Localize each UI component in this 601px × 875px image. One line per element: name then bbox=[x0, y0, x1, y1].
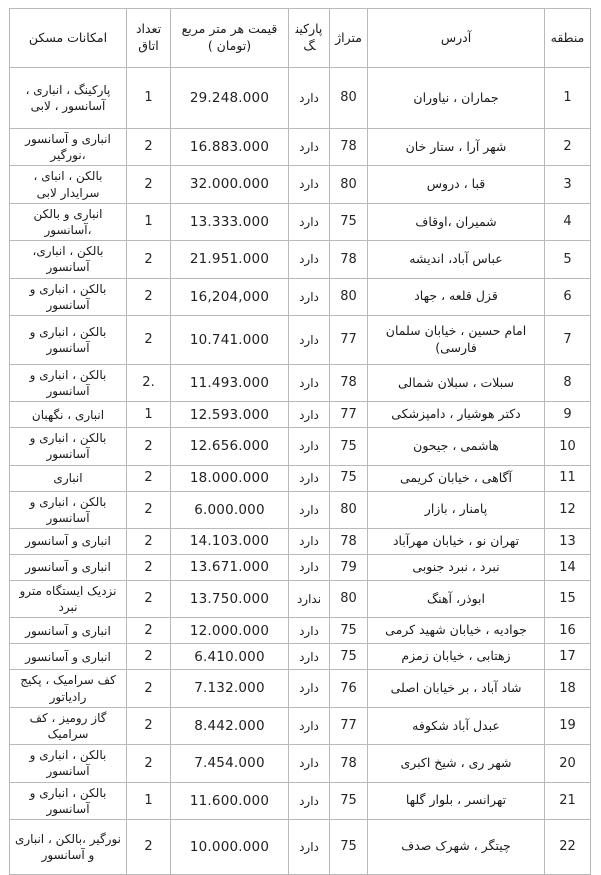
cell-area: 78 bbox=[330, 745, 368, 782]
cell-area: 75 bbox=[330, 782, 368, 819]
column-header-price-line1: قیمت هر متر مربع bbox=[181, 21, 278, 37]
column-header-rooms-line2: اتاق bbox=[138, 38, 159, 53]
cell-area: 75 bbox=[330, 428, 368, 465]
cell-area: 75 bbox=[330, 819, 368, 874]
cell-area: 76 bbox=[330, 670, 368, 707]
cell-zone: 18 bbox=[545, 670, 591, 707]
cell-address: دکتر هوشیار ، دامپزشکی bbox=[368, 402, 545, 428]
cell-address: عباس آباد، اندیشه bbox=[368, 241, 545, 278]
cell-amenities: انباری و آسانسور bbox=[10, 529, 127, 555]
cell-amenities: نزدیک ایستگاه مترو نبرد bbox=[10, 581, 127, 618]
cell-zone: 21 bbox=[545, 782, 591, 819]
table-row bbox=[10, 68, 591, 129]
cell-zone: 2 bbox=[545, 129, 591, 166]
cell-rooms: 1 bbox=[127, 68, 171, 129]
cell-address: قبا ، دروس bbox=[368, 166, 545, 203]
cell-amenities: بالکن ، انباری و آسانسور bbox=[10, 428, 127, 465]
cell-amenities: انباری و بالکن ،آسانسور bbox=[10, 203, 127, 240]
table-row bbox=[10, 315, 591, 364]
cell-amenities: انباری و آسانسور bbox=[10, 618, 127, 644]
header-row bbox=[10, 9, 591, 68]
cell-address: تهران نو ، خیابان مهرآباد bbox=[368, 529, 545, 555]
cell-area: 80 bbox=[330, 581, 368, 618]
cell-rooms: 2 bbox=[127, 529, 171, 555]
table-row bbox=[10, 402, 591, 428]
column-header-area: متراژ bbox=[330, 9, 368, 68]
cell-parking: دارد bbox=[289, 68, 330, 129]
housing-price-table bbox=[9, 8, 591, 875]
cell-rooms: 2 bbox=[127, 491, 171, 528]
cell-address: نبرد ، نبرد جنوبی bbox=[368, 555, 545, 581]
cell-amenities: انباری و آسانسور bbox=[10, 555, 127, 581]
cell-rooms: 2 bbox=[127, 745, 171, 782]
column-header-rooms bbox=[127, 9, 171, 68]
cell-rooms: 2 bbox=[127, 581, 171, 618]
cell-amenities: بالکن ، انباری و آسانسور bbox=[10, 315, 127, 364]
cell-zone: 20 bbox=[545, 745, 591, 782]
table-row bbox=[10, 782, 591, 819]
cell-zone: 13 bbox=[545, 529, 591, 555]
cell-parking: دارد bbox=[289, 782, 330, 819]
column-header-price-line2: (تومان ) bbox=[207, 38, 252, 53]
table-row bbox=[10, 491, 591, 528]
cell-address: آگاهی ، خیابان کریمی bbox=[368, 465, 545, 491]
cell-amenities: انباری و آسانسور ،نورگیر bbox=[10, 129, 127, 166]
cell-address: شمیران ،اوقاف bbox=[368, 203, 545, 240]
cell-area: 78 bbox=[330, 529, 368, 555]
cell-zone: 12 bbox=[545, 491, 591, 528]
table-row bbox=[10, 581, 591, 618]
cell-zone: 19 bbox=[545, 707, 591, 744]
cell-rooms: 2 bbox=[127, 278, 171, 315]
cell-area: 77 bbox=[330, 315, 368, 364]
cell-parking: دارد bbox=[289, 644, 330, 670]
cell-address: عبدل آباد شکوفه bbox=[368, 707, 545, 744]
cell-price: 16.883.000 bbox=[171, 129, 289, 166]
cell-parking: دارد bbox=[289, 618, 330, 644]
cell-address: تهرانسر ، بلوار گلها bbox=[368, 782, 545, 819]
cell-zone: 14 bbox=[545, 555, 591, 581]
cell-zone: 16 bbox=[545, 618, 591, 644]
cell-area: 75 bbox=[330, 203, 368, 240]
cell-parking: دارد bbox=[289, 819, 330, 874]
column-header-amenities: امکانات مسکن bbox=[10, 9, 127, 68]
cell-rooms: 2 bbox=[127, 670, 171, 707]
cell-price: 12.593.000 bbox=[171, 402, 289, 428]
column-header-parking: پارکینگ bbox=[289, 9, 330, 68]
cell-rooms: 2 bbox=[127, 166, 171, 203]
cell-amenities: بالکن ، انبای ، سرایدار لابی bbox=[10, 166, 127, 203]
cell-price: 13.671.000 bbox=[171, 555, 289, 581]
cell-address: سبلات ، سبلان شمالی bbox=[368, 364, 545, 401]
cell-amenities: گاز رومیز ، کف سرامیک bbox=[10, 707, 127, 744]
cell-address: شاد آباد ، بر خیابان اصلی bbox=[368, 670, 545, 707]
cell-price: 12.656.000 bbox=[171, 428, 289, 465]
cell-zone: 1 bbox=[545, 68, 591, 129]
table-row bbox=[10, 278, 591, 315]
cell-parking: دارد bbox=[289, 315, 330, 364]
cell-price: 7.454.000 bbox=[171, 745, 289, 782]
cell-zone: 5 bbox=[545, 241, 591, 278]
cell-rooms: 2 bbox=[127, 241, 171, 278]
cell-area: 77 bbox=[330, 707, 368, 744]
cell-area: 75 bbox=[330, 644, 368, 670]
cell-area: 80 bbox=[330, 491, 368, 528]
column-header-rooms-line1: تعداد bbox=[135, 21, 162, 37]
cell-rooms: 1 bbox=[127, 782, 171, 819]
table-row bbox=[10, 819, 591, 874]
cell-price: 12.000.000 bbox=[171, 618, 289, 644]
cell-rooms: .2 bbox=[127, 364, 171, 401]
cell-price: 32.000.000 bbox=[171, 166, 289, 203]
cell-amenities: کف سرامیک ، پکیج رادیاتور bbox=[10, 670, 127, 707]
cell-area: 80 bbox=[330, 278, 368, 315]
cell-parking: دارد bbox=[289, 241, 330, 278]
cell-address: شهر آرا ، ستار خان bbox=[368, 129, 545, 166]
cell-parking: ندارد bbox=[289, 581, 330, 618]
cell-price: 13.333.000 bbox=[171, 203, 289, 240]
cell-area: 77 bbox=[330, 402, 368, 428]
cell-rooms: 2 bbox=[127, 555, 171, 581]
cell-zone: 7 bbox=[545, 315, 591, 364]
cell-address: هاشمی ، جیحون bbox=[368, 428, 545, 465]
cell-area: 78 bbox=[330, 364, 368, 401]
table-body bbox=[10, 68, 591, 875]
cell-price: 7.132.000 bbox=[171, 670, 289, 707]
table-row bbox=[10, 203, 591, 240]
table-row bbox=[10, 529, 591, 555]
table-row bbox=[10, 364, 591, 401]
cell-address: قزل قلعه ، جهاد bbox=[368, 278, 545, 315]
cell-area: 78 bbox=[330, 129, 368, 166]
cell-address: زهتابی ، خیابان زمزم bbox=[368, 644, 545, 670]
cell-parking: دارد bbox=[289, 465, 330, 491]
table-row bbox=[10, 555, 591, 581]
cell-amenities: بالکن ، انباری و آسانسور bbox=[10, 491, 127, 528]
cell-price: 11.600.000 bbox=[171, 782, 289, 819]
cell-zone: 6 bbox=[545, 278, 591, 315]
table-row bbox=[10, 166, 591, 203]
column-header-address: آدرس bbox=[368, 9, 545, 68]
cell-parking: دارد bbox=[289, 555, 330, 581]
cell-price: 21.951.000 bbox=[171, 241, 289, 278]
cell-parking: دارد bbox=[289, 670, 330, 707]
cell-parking: دارد bbox=[289, 707, 330, 744]
cell-amenities: بالکن ، انباری و آسانسور bbox=[10, 364, 127, 401]
cell-parking: دارد bbox=[289, 166, 330, 203]
cell-amenities: پارکینگ ، انباری ، آسانسور ، لابی bbox=[10, 68, 127, 129]
cell-rooms: 2 bbox=[127, 819, 171, 874]
column-header-price bbox=[171, 9, 289, 68]
cell-zone: 9 bbox=[545, 402, 591, 428]
table-row bbox=[10, 129, 591, 166]
cell-address: چیتگر ، شهرک صدف bbox=[368, 819, 545, 874]
cell-zone: 10 bbox=[545, 428, 591, 465]
cell-rooms: 2 bbox=[127, 707, 171, 744]
cell-rooms: 2 bbox=[127, 315, 171, 364]
cell-zone: 3 bbox=[545, 166, 591, 203]
cell-area: 78 bbox=[330, 241, 368, 278]
cell-rooms: 1 bbox=[127, 402, 171, 428]
cell-rooms: 2 bbox=[127, 465, 171, 491]
cell-parking: دارد bbox=[289, 529, 330, 555]
cell-price: 13.750.000 bbox=[171, 581, 289, 618]
cell-amenities: انباری ، نگهبان bbox=[10, 402, 127, 428]
cell-amenities: بالکن ، انباری و آسانسور bbox=[10, 782, 127, 819]
cell-zone: 8 bbox=[545, 364, 591, 401]
cell-parking: دارد bbox=[289, 745, 330, 782]
cell-address: جماران ، نیاوران bbox=[368, 68, 545, 129]
cell-address: شهر ری ، شیخ اکبری bbox=[368, 745, 545, 782]
cell-area: 80 bbox=[330, 166, 368, 203]
cell-amenities: بالکن ، انباری و آسانسور bbox=[10, 278, 127, 315]
table-row bbox=[10, 644, 591, 670]
cell-address: امام حسین ، خیابان سلمان فارسی) bbox=[368, 315, 545, 364]
cell-parking: دارد bbox=[289, 278, 330, 315]
cell-zone: 15 bbox=[545, 581, 591, 618]
cell-price: 8.442.000 bbox=[171, 707, 289, 744]
cell-rooms: 1 bbox=[127, 203, 171, 240]
cell-parking: دارد bbox=[289, 428, 330, 465]
cell-parking: دارد bbox=[289, 491, 330, 528]
cell-price: 10.000.000 bbox=[171, 819, 289, 874]
cell-amenities: بالکن ، انباری، آسانسور bbox=[10, 241, 127, 278]
cell-zone: 4 bbox=[545, 203, 591, 240]
cell-amenities: انباری bbox=[10, 465, 127, 491]
table-header bbox=[10, 9, 591, 68]
cell-amenities: انباری و آسانسور bbox=[10, 644, 127, 670]
cell-parking: دارد bbox=[289, 402, 330, 428]
cell-price: 14.103.000 bbox=[171, 529, 289, 555]
column-header-zone: منطقه bbox=[545, 9, 591, 68]
table-row bbox=[10, 241, 591, 278]
cell-parking: دارد bbox=[289, 129, 330, 166]
cell-zone: 22 bbox=[545, 819, 591, 874]
cell-area: 80 bbox=[330, 68, 368, 129]
cell-amenities: نورگیر ،بالکن ، انباری و آسانسور bbox=[10, 819, 127, 874]
cell-zone: 11 bbox=[545, 465, 591, 491]
cell-price: 6.000.000 bbox=[171, 491, 289, 528]
cell-address: پامنار ، بازار bbox=[368, 491, 545, 528]
cell-rooms: 2 bbox=[127, 129, 171, 166]
cell-address: ابوذر، آهنگ bbox=[368, 581, 545, 618]
table-row bbox=[10, 707, 591, 744]
cell-area: 75 bbox=[330, 465, 368, 491]
table-row bbox=[10, 428, 591, 465]
cell-rooms: 2 bbox=[127, 428, 171, 465]
cell-price: 16,204,000 bbox=[171, 278, 289, 315]
table-row bbox=[10, 465, 591, 491]
cell-amenities: بالکن ، انباری و آسانسور bbox=[10, 745, 127, 782]
cell-rooms: 2 bbox=[127, 644, 171, 670]
cell-area: 75 bbox=[330, 618, 368, 644]
cell-price: 6.410.000 bbox=[171, 644, 289, 670]
cell-zone: 17 bbox=[545, 644, 591, 670]
cell-price: 18.000.000 bbox=[171, 465, 289, 491]
cell-parking: دارد bbox=[289, 364, 330, 401]
table-row bbox=[10, 618, 591, 644]
cell-parking: دارد bbox=[289, 203, 330, 240]
cell-price: 29.248.000 bbox=[171, 68, 289, 129]
cell-rooms: 2 bbox=[127, 618, 171, 644]
cell-price: 10.741.000 bbox=[171, 315, 289, 364]
cell-price: 11.493.000 bbox=[171, 364, 289, 401]
cell-address: جوادیه ، خیابان شهید کرمی bbox=[368, 618, 545, 644]
table-row bbox=[10, 670, 591, 707]
table-row bbox=[10, 745, 591, 782]
cell-area: 79 bbox=[330, 555, 368, 581]
